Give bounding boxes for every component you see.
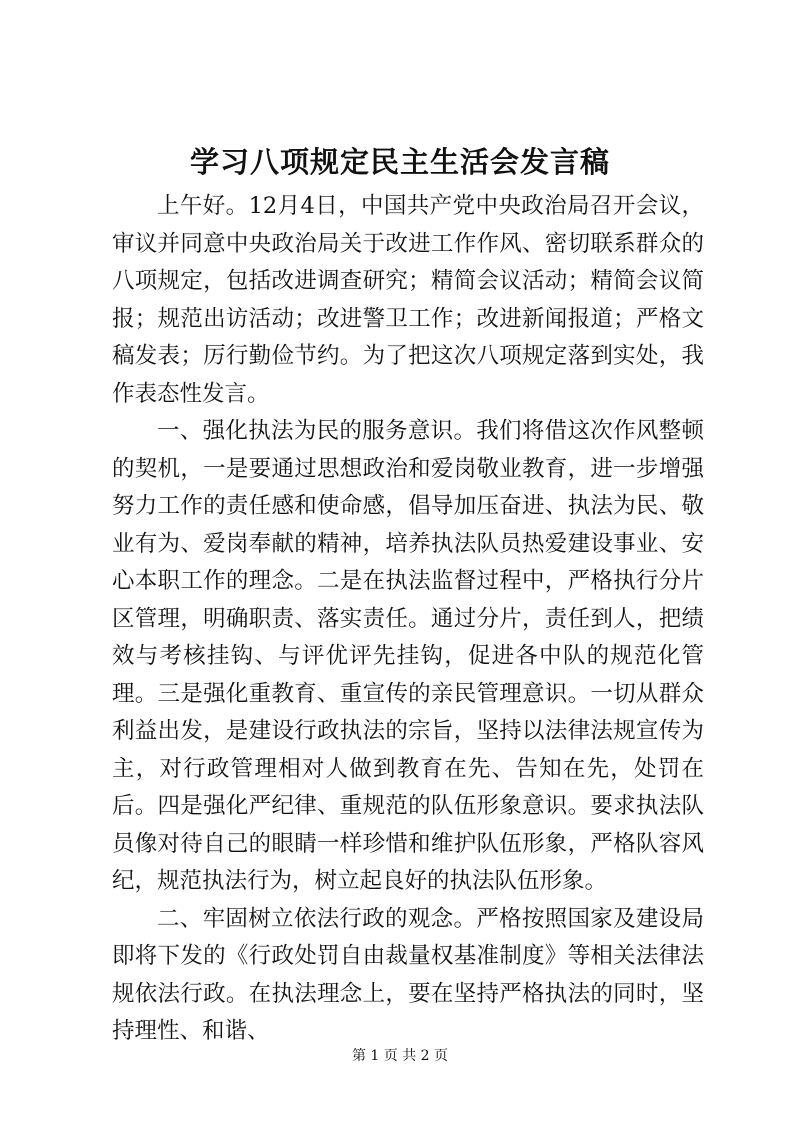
page-footer: 第 1 页 共 2 页 [351, 1048, 449, 1064]
document-title: 学习八项规定民主生活会发言稿 [189, 145, 610, 179]
paragraph-section-1: 一、强化执法为民的服务意识。我们将借这次作风整顿的契机，一是要通过思想政治和爱岗敬业教育，进一步增强努力工作的责任感和使命感，倡导加压奋进、执法为民、敬业有为、爱岗奉献的精神，培养执法队员热爱建设事业、安心本职工作的理念。二是在执法监督过程中，严格执行分片区管理，明确职责、落实责任。通过分片，责任到人，把绩效与考核挂钩、与评优评先挂钩，促进各中队的规范化管理。三是强化重教育、重宣传的亲民管理意识。一切从群众利益出发，是建设行政执法的宗旨，坚持以法律法规宣传为主，对行政管理相对人做到教育在先、告知在先，处罚在后。四是强化严纪律、重规范的队伍形象意识。要求执法队员像对待自己的眼睛一样珍惜和维护队伍形象，严格队容风纪，规范执法行为，树立起良好的执法队伍形象。 [112, 418, 704, 894]
document-body [112, 188, 704, 1051]
paragraph-section-2: 二、牢固树立依法行政的观念。严格按照国家及建设局即将下发的《行政处罚自由裁量权基准制度》等相关法律法规依法行政。在执法理念上，要在坚持严格执法的同时，坚持理性、和谐、 [112, 905, 704, 1044]
paragraph-intro: 上午好。12月4日，中国共产党中央政治局召开会议，审议并同意中央政治局关于改进工作作风、密切联系群众的八项规定，包括改进调查研究；精简会议活动；精简会议简报；规范出访活动；改进警卫工作；改进新闻报道；严格文稿发表；厉行勤俭节约。为了把这次八项规定落到实处，我作表态性发言。 [112, 193, 704, 407]
